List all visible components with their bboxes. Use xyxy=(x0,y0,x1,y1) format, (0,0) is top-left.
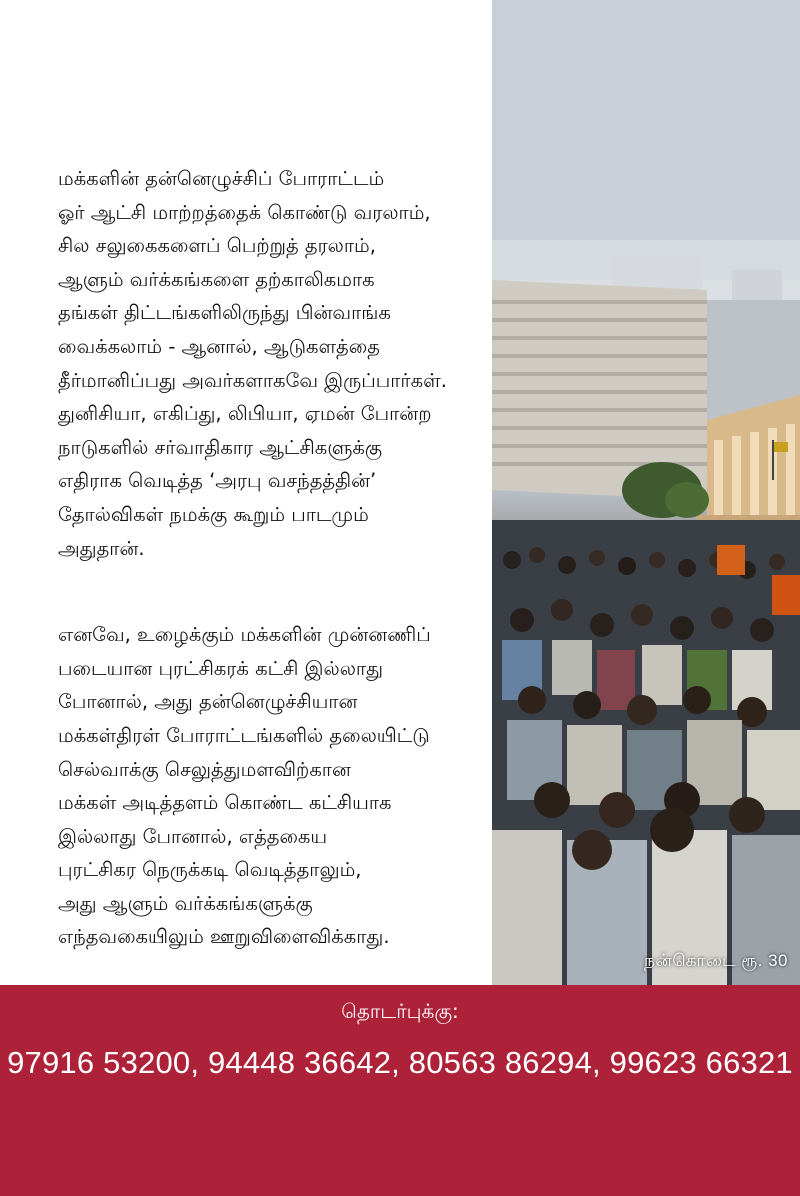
phone-numbers: 97916 53200, 94448 36642, 80563 86294, 99623 66321 xyxy=(7,1045,793,1080)
text-line: போனால், அது தன்னெழுச்சியான xyxy=(58,690,358,714)
photo-illustration xyxy=(492,0,800,985)
text-line: தோல்விகள் நமக்கு கூறும் பாடமும் xyxy=(58,502,369,526)
paragraph-1 xyxy=(58,162,488,565)
text-line: மக்கள் அடித்தளம் கொண்ட கட்சியாக xyxy=(58,791,392,815)
text-line: புரட்சிகர நெருக்கடி வெடித்தாலும், xyxy=(58,858,362,882)
text-line: நாடுகளில் சர்வாதிகார ஆட்சிகளுக்கு xyxy=(58,435,383,459)
text-line: வைக்கலாம் - ஆனால், ஆடுகளத்தை xyxy=(58,334,380,358)
text-line: அது ஆளும் வர்க்கங்களுக்கு xyxy=(58,891,313,915)
protest-crowd-photo xyxy=(492,0,800,985)
text-line: படையான புரட்சிகரக் கட்சி இல்லாது xyxy=(58,656,383,680)
text-line: செல்வாக்கு செலுத்துமளவிற்கான xyxy=(58,757,351,781)
paragraph-2 xyxy=(58,618,488,954)
article-text xyxy=(58,162,488,954)
donation-price-label: நன்கொடை ரூ. 30 xyxy=(643,951,788,970)
text-line: எதிராக வெடித்த ‘அரபு வசந்தத்தின்’ xyxy=(58,469,377,493)
text-line: இல்லாது போனால், எத்தகைய xyxy=(58,824,328,848)
text-line: மக்கள்திரள் போராட்டங்களில் தலையிட்டு xyxy=(58,723,430,747)
contact-label: தொடர்புக்கு: xyxy=(341,999,459,1023)
text-line: ஓர் ஆட்சி மாற்றத்தைக் கொண்டு வரலாம், xyxy=(58,200,431,224)
contact-footer xyxy=(0,985,800,1196)
text-line: ஆளும் வர்க்கங்களை தற்காலிகமாக xyxy=(58,267,375,291)
text-line: மக்களின் தன்னெழுச்சிப் போராட்டம் xyxy=(58,167,385,190)
text-line: தீர்மானிப்பது அவர்களாகவே இருப்பார்கள். xyxy=(58,368,447,392)
text-line: எனவே, உழைக்கும் மக்களின் முன்னணிப் xyxy=(58,623,431,647)
text-line: சில சலுகைகளைப் பெற்றுத் தரலாம், xyxy=(58,234,376,258)
text-line: துனிசியா, எகிப்து, லிபியா, ஏமன் போன்ற xyxy=(58,402,432,426)
text-line: எந்தவகையிலும் ஊறுவிளைவிக்காது. xyxy=(58,925,390,949)
text-line: அதுதான். xyxy=(58,536,145,560)
text-line: தங்கள் திட்டங்களிலிருந்து பின்வாங்க xyxy=(58,301,391,325)
